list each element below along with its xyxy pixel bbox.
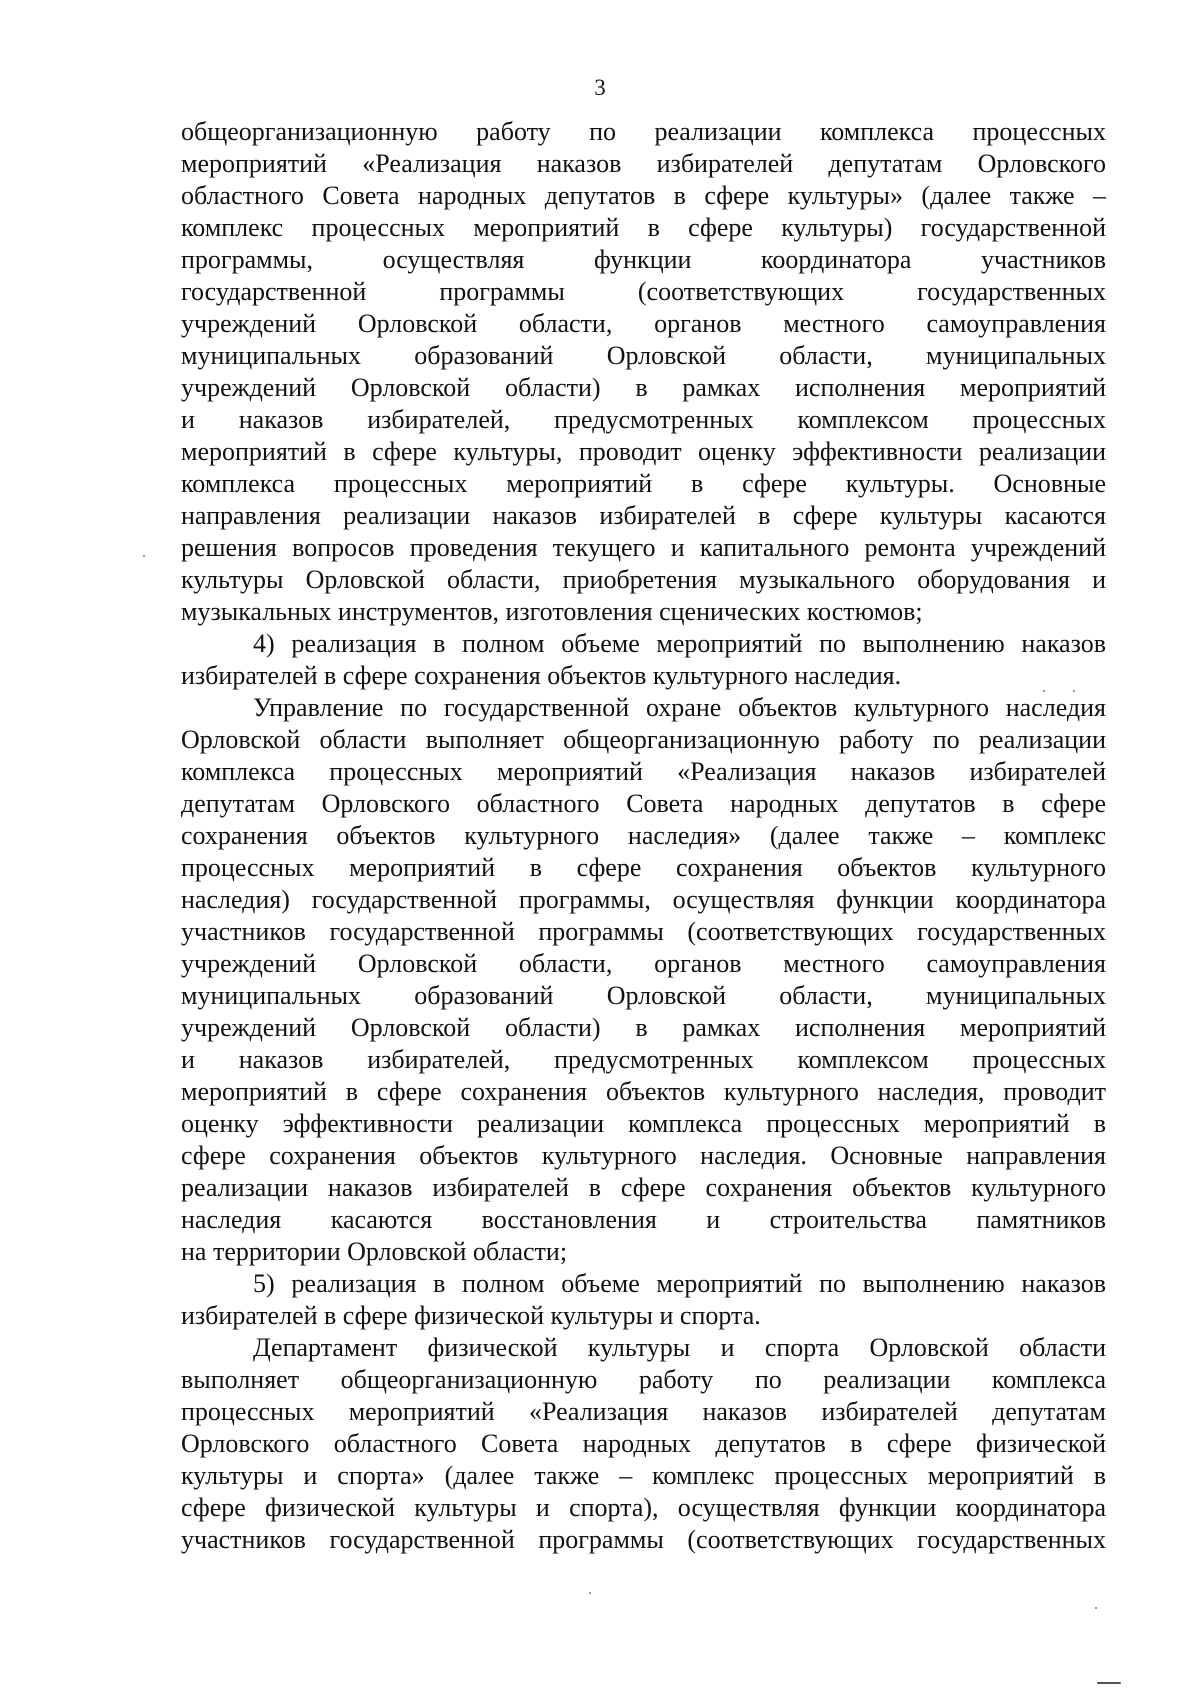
text-line: Департамент физической культуры и спорта Орловской области bbox=[253, 1333, 1106, 1362]
scan-speck bbox=[1095, 1607, 1097, 1609]
text-line: мероприятий в сфере сохранения объектов культурного наследия, проводит bbox=[181, 1077, 1106, 1106]
text-line: областного Совета народных депутатов в сфере культуры» (далее также – bbox=[181, 181, 1106, 210]
scan-speck bbox=[589, 1592, 591, 1594]
text-line: Орловского областного Совета народных депутатов в сфере физической bbox=[181, 1429, 1106, 1458]
text-line: процессных мероприятий в сфере сохранения объектов культурного bbox=[181, 853, 1106, 882]
text-line: программы, осуществляя функции координатора участников bbox=[181, 245, 1106, 274]
text-line: мероприятий в сфере культуры, проводит оценку эффективности реализации bbox=[181, 437, 1106, 466]
text-line: Орловской области выполняет общеорганизационную работу по реализации bbox=[181, 725, 1106, 754]
text-line: культуры Орловской области, приобретения музыкального оборудования и bbox=[181, 565, 1106, 594]
text-line: и наказов избирателей, предусмотренных комплексом процессных bbox=[181, 1045, 1106, 1074]
text-line: мероприятий «Реализация наказов избирателей депутатам Орловского bbox=[181, 149, 1106, 178]
text-line: наследия) государственной программы, осуществляя функции координатора bbox=[181, 885, 1106, 914]
text-line: учреждений Орловской области, органов местного самоуправления bbox=[181, 309, 1106, 338]
scan-speck bbox=[1097, 1682, 1121, 1684]
scan-speck bbox=[1073, 690, 1075, 692]
scan-speck bbox=[143, 555, 145, 557]
text-line: избирателей в сфере сохранения объектов культурного наследия. bbox=[181, 661, 902, 690]
text-line: учреждений Орловской области, органов местного самоуправления bbox=[181, 949, 1106, 978]
text-line: государственной программы (соответствующих государственных bbox=[181, 277, 1106, 306]
text-line: комплекса процессных мероприятий в сфере культуры. Основные bbox=[181, 469, 1106, 498]
text-line: процессных мероприятий «Реализация наказов избирателей депутатам bbox=[181, 1397, 1106, 1426]
scan-speck bbox=[1043, 690, 1045, 692]
text-line: культуры и спорта» (далее также – комплекс процессных мероприятий в bbox=[181, 1461, 1106, 1490]
text-line: сфере физической культуры и спорта), осуществляя функции координатора bbox=[181, 1493, 1106, 1522]
text-line: комплекса процессных мероприятий «Реализация наказов избирателей bbox=[181, 757, 1106, 786]
text-line: депутатам Орловского областного Совета народных депутатов в сфере bbox=[181, 789, 1106, 818]
text-line: наследия касаются восстановления и строительства памятников bbox=[181, 1205, 1106, 1234]
text-line: и наказов избирателей, предусмотренных комплексом процессных bbox=[181, 405, 1106, 434]
text-line: общеорганизационную работу по реализации комплекса процессных bbox=[181, 117, 1106, 146]
text-line: решения вопросов проведения текущего и капитального ремонта учреждений bbox=[181, 533, 1106, 562]
text-line: учреждений Орловской области) в рамках исполнения мероприятий bbox=[181, 373, 1106, 402]
text-line: сфере сохранения объектов культурного наследия. Основные направления bbox=[181, 1141, 1106, 1170]
text-line: направления реализации наказов избирателей в сфере культуры касаются bbox=[181, 501, 1106, 530]
text-line: участников государственной программы (соответствующих государственных bbox=[181, 917, 1106, 946]
text-line: учреждений Орловской области) в рамках исполнения мероприятий bbox=[181, 1013, 1106, 1042]
text-line: выполняет общеорганизационную работу по реализации комплекса bbox=[181, 1365, 1106, 1394]
text-line: на территории Орловской области; bbox=[181, 1237, 568, 1266]
text-line: оценку эффективности реализации комплекса процессных мероприятий в bbox=[181, 1109, 1106, 1138]
text-line: участников государственной программы (соответствующих государственных bbox=[181, 1525, 1106, 1554]
text-line: избирателей в сфере физической культуры и спорта. bbox=[181, 1301, 761, 1330]
text-line: 5) реализация в полном объеме мероприятий по выполнению наказов bbox=[253, 1269, 1106, 1298]
body-text bbox=[181, 116, 1106, 1556]
text-line: музыкальных инструментов, изготовления сценических костюмов; bbox=[181, 597, 923, 626]
text-line: реализации наказов избирателей в сфере сохранения объектов культурного bbox=[181, 1173, 1106, 1202]
text-line: муниципальных образований Орловской области, муниципальных bbox=[181, 341, 1106, 370]
text-line: муниципальных образований Орловской области, муниципальных bbox=[181, 981, 1106, 1010]
text-line: 4) реализация в полном объеме мероприятий по выполнению наказов bbox=[253, 629, 1106, 658]
text-line: комплекс процессных мероприятий в сфере культуры) государственной bbox=[181, 213, 1106, 242]
page-number: 3 bbox=[594, 75, 606, 100]
text-line: Управление по государственной охране объектов культурного наследия bbox=[253, 693, 1106, 722]
text-line: сохранения объектов культурного наследия» (далее также – комплекс bbox=[181, 821, 1106, 850]
